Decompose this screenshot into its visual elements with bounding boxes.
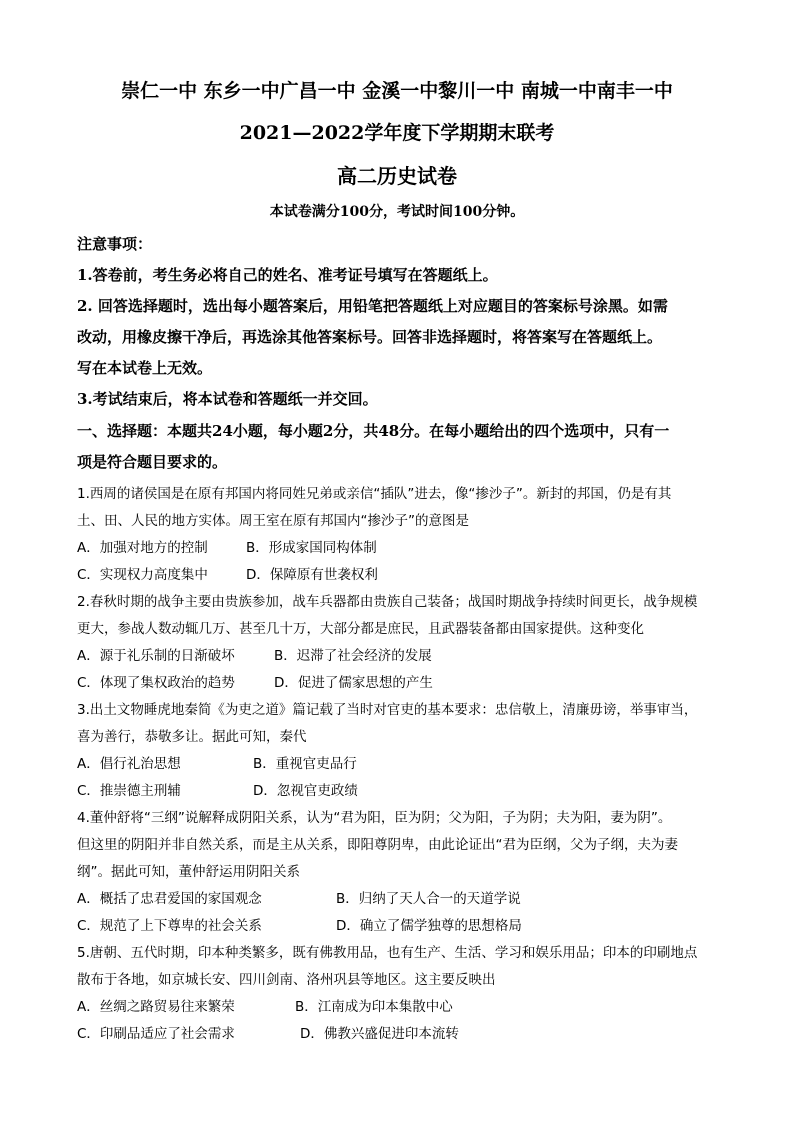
question-2-option-b: B．迟滞了社会经济的发展 bbox=[274, 648, 432, 664]
question-1-option-c: C．实现权力高度集中 bbox=[77, 567, 208, 583]
section-heading-line-1: 一、选择题：本题共24小题，每小题2分，共48分。在每小题给出的四个选项中，只有一 bbox=[77, 422, 670, 440]
note-1: 1.答卷前，考生务必将自己的姓名、准考证号填写在答题纸上。 bbox=[77, 266, 498, 284]
exam-title: 2021—2022学年度下学期期末联考 bbox=[239, 122, 555, 144]
question-3-stem-line-2: 喜为善行，恭敬多让。据此可知，秦代 bbox=[77, 729, 307, 745]
question-2-stem-line-2: 更大，参战人数动辄几万、甚至几十万，大部分都是庶民，且武器装备都由国家提供。这种变化 bbox=[77, 621, 644, 637]
section-heading-line-2: 项是符合题目要求的。 bbox=[77, 453, 228, 471]
question-4-option-b: B．归纳了天人合一的天道学说 bbox=[336, 891, 521, 907]
question-5-stem-line-2: 散布于各地，如京城长安、四川剑南、洛州巩县等地区。这主要反映出 bbox=[77, 972, 496, 988]
question-3-option-b: B．重视官吏品行 bbox=[253, 756, 357, 772]
subject-title: 高二历史试卷 bbox=[337, 164, 457, 188]
question-1-option-b: B．形成家国同构体制 bbox=[246, 540, 377, 556]
question-3-option-a: A．倡行礼治思想 bbox=[77, 756, 181, 772]
question-3-option-c: C．推崇德主刑辅 bbox=[77, 783, 181, 799]
question-1-option-d: D．保障原有世袭权利 bbox=[246, 567, 378, 583]
question-3-option-d: D．忽视官吏政绩 bbox=[253, 783, 358, 799]
school-list: 崇仁一中 东乡一中广昌一中 金溪一中黎川一中 南城一中南丰一中 bbox=[121, 80, 673, 102]
question-4-option-c: C．规范了上下尊卑的社会关系 bbox=[77, 918, 262, 934]
question-5-option-a: A．丝绸之路贸易往来繁荣 bbox=[77, 999, 235, 1015]
question-1-option-a: A．加强对地方的控制 bbox=[77, 540, 208, 556]
question-2-option-a: A．源于礼乐制的日渐破坏 bbox=[77, 648, 235, 664]
question-5-option-b: B．江南成为印本集散中心 bbox=[295, 999, 453, 1015]
note-2-line-3: 写在本试卷上无效。 bbox=[77, 359, 213, 377]
question-4-stem-line-3: 纲”。据此可知，董仲舒运用阴阳关系 bbox=[77, 864, 300, 880]
notes-heading: 注意事项： bbox=[77, 235, 153, 253]
question-5-stem-line-1: 5.唐朝、五代时期，印本种类繁多，既有佛教用品，也有生产、生活、学习和娱乐用品；印本的印刷地点 bbox=[77, 945, 698, 961]
question-4-stem-line-2: 但这里的阴阳并非自然关系，而是主从关系，即阳尊阴卑，由此论证出“君为臣纲，父为子纲，夫为妻 bbox=[77, 837, 678, 853]
score-info: 本试卷满分100分，考试时间100分钟。 bbox=[269, 204, 525, 220]
question-5-option-c: C．印刷品适应了社会需求 bbox=[77, 1026, 235, 1042]
question-3-stem-line-1: 3.出土文物睡虎地秦简《为吏之道》篇记载了当时对官吏的基本要求：忠信敬上，清廉毋谤，举事审当， bbox=[77, 702, 698, 718]
question-1-stem-line-1: 1.西周的诸侯国是在原有邦国内将同姓兄弟或亲信“插队”进去，像“掺沙子”。新封的邦国，仍是有其 bbox=[77, 486, 672, 502]
question-4-stem-line-1: 4.董仲舒将“三纲”说解释成阴阳关系，认为“君为阳，臣为阴；父为阳，子为阴；夫为阳，妻为阴”。 bbox=[77, 810, 672, 826]
question-4-option-d: D．确立了儒学独尊的思想格局 bbox=[336, 918, 522, 934]
note-2-line-1: 2. 回答选择题时，选出每小题答案后，用铅笔把答题纸上对应题目的答案标号涂黑。如需 bbox=[77, 297, 668, 315]
question-2-option-c: C．体现了集权政治的趋势 bbox=[77, 675, 235, 691]
question-5-option-d: D．佛教兴盛促进印本流转 bbox=[300, 1026, 459, 1042]
note-3: 3.考试结束后，将本试卷和答题纸一并交回。 bbox=[77, 390, 378, 408]
note-2-line-2: 改动，用橡皮擦干净后，再选涂其他答案标号。回答非选择题时，将答案写在答题纸上。 bbox=[77, 328, 663, 346]
question-4-option-a: A．概括了忠君爱国的家国观念 bbox=[77, 891, 262, 907]
question-2-option-d: D．促进了儒家思想的产生 bbox=[274, 675, 433, 691]
question-1-stem-line-2: 土、田、人民的地方实体。周王室在原有邦国内“掺沙子”的意图是 bbox=[77, 513, 469, 529]
question-2-stem-line-1: 2.春秋时期的战争主要由贵族参加，战车兵器都由贵族自己装备；战国时期战争持续时间更长，战争规模 bbox=[77, 594, 698, 610]
